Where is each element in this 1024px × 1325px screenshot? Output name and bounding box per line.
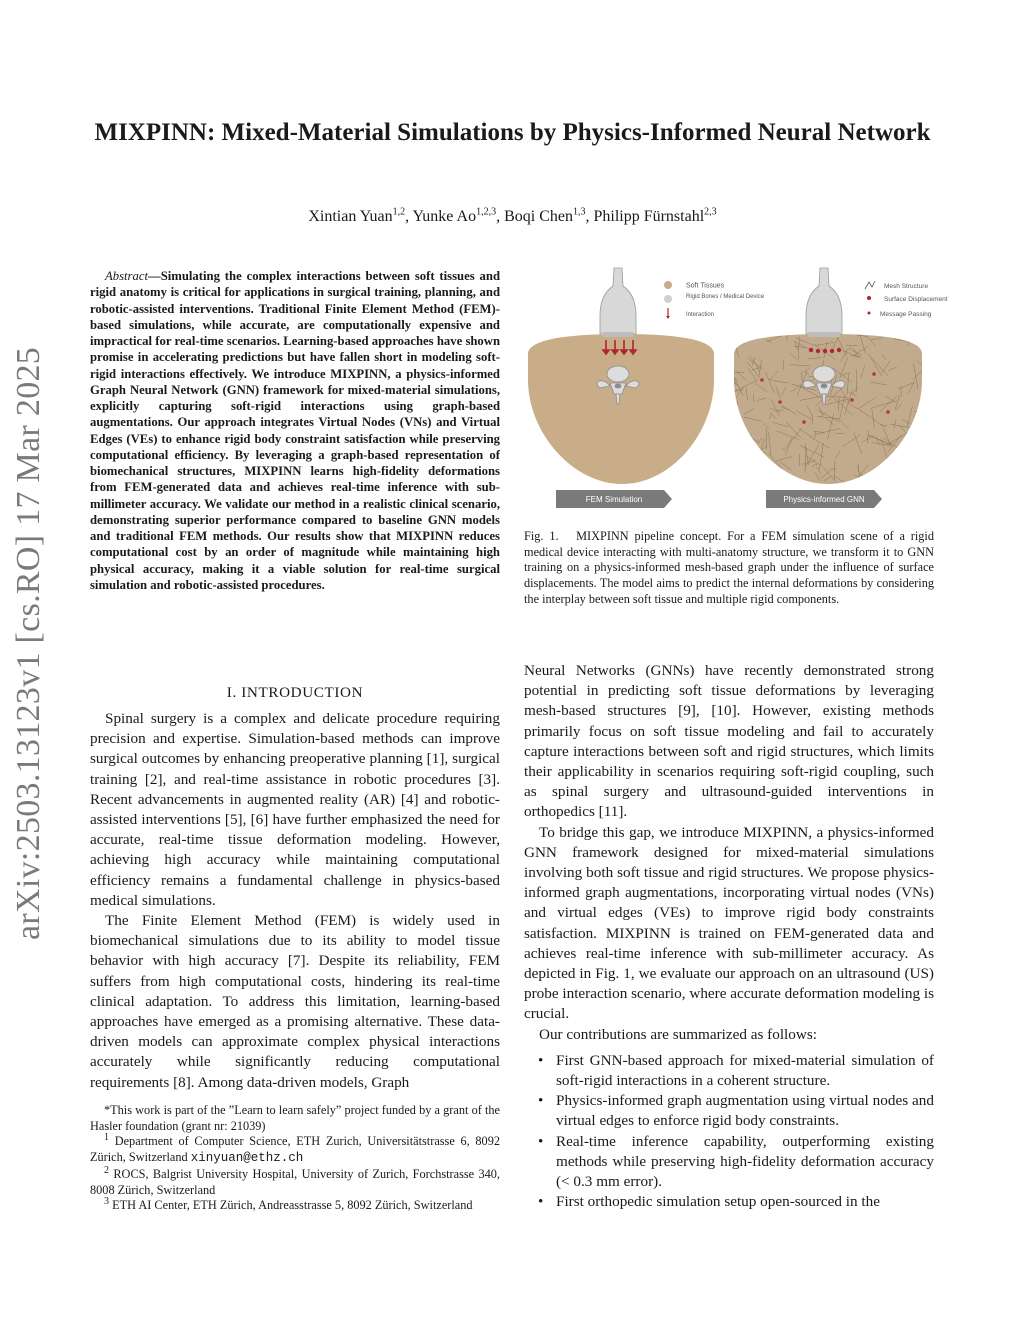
soft-tissue-fem xyxy=(528,334,714,484)
ultrasound-probe-left xyxy=(600,268,636,337)
mesh-edge xyxy=(756,482,766,486)
arxiv-identifier: arXiv:2503.13123v1 [cs.RO] 17 Mar 2025 xyxy=(10,346,47,940)
mesh-edge xyxy=(742,452,751,453)
paragraph: Spinal surgery is a complex and delicate procedure requiring precision and expertise. Simulation-based methods can improve surgical outcomes by enhancing preoperative planning [1], surgical training [2], and real-time assistance in robotic procedures [3]. Recent advancements in augmented reality (AR) [4] and robotic-assisted interventions [5], [6] have further emphasized the need for accurate, real-time tissue deformation modeling. However, achieving high accuracy while maintaining computational efficiency remains a fundamental challenge in physics-based medical simulations. xyxy=(90,710,500,909)
mesh-edge xyxy=(728,407,734,409)
banner-physics-informed-gnn xyxy=(766,490,882,508)
mesh-edge xyxy=(789,484,795,485)
caption-text: MIXPINN pipeline concept. For a FEM simulation scene of a rigid medical device interacting with multi-anatomy structure, we transform it to GNN training on a physics-informed mesh-based graph under the influence of surface displacements. The model aims to predict the internal deformations by considering the interplay between soft tissue and multiple rigid components. xyxy=(524,529,934,606)
abstract: Abstract—Simulating the complex interactions between soft tissues and rigid anatomy is critical for applications in surgical training, planning, and robotic-assisted interventions. Traditional Finite Element Method (FEM)-based simulations, while accurate, are computationally expensive and impractical for real-time scenarios. Learning-based approaches have shown promise in accelerating predictions but have fallen short in modeling soft-rigid interactions effectively. We introduce MIXPINN, a physics-informed Graph Neural Network (GNN) framework for mixed-material simulations, explicitly capturing soft-rigid interactions using graph-based augmentations. Our approach integrates Virtual Nodes (VNs) and Virtual Edges (VEs) to enhance rigid body constraint satisfaction while preserving computational efficiency. By leveraging a graph-based representation of biomechanical structures, MIXPINN learns high-fidelity deformations from FEM-generated data and achieves real-time inference with sub-millimeter accuracy. We validate our method in a realistic clinical scenario, demonstrating superior performance compared to baseline GNN models and traditional FEM methods. Our results show that MIXPINN reduces computational cost by an order of magnitude while maintaining high physical accuracy, making it a viable solution for real-time surgical simulation and robotic-assisted procedures. xyxy=(90,269,500,592)
paragraph: The Finite Element Method (FEM) is widely used in biomechanical simulations due to its ability to model tissue behavior with high accuracy [7]. Despite its reliability, FEM suffers from high computational costs, hindering its real-time clinical adaptation. To address this limitation, learning-based approaches have emerged as a promising alternative. These data-driven models can approximate complex physical interactions accurately while significantly reducing computational requirements [8]. Among data-driven models, Graph xyxy=(90,912,500,1091)
mesh-edge xyxy=(904,454,919,461)
caption-label: Fig. 1. xyxy=(524,529,559,543)
list-item: • First GNN-based approach for mixed-material simulation of soft-rigid interactions in a coherent structure. xyxy=(556,1051,934,1091)
paragraph: To bridge this gap, we introduce MIXPINN, a physics-informed GNN framework designed for mixed-material simulations involving both soft tissue and rigid structures. We propose physics-informed graph augmentations, incorporating virtual nodes (VNs) and virtual edges (VEs) to improve rigid body constraints satisfaction. MIXPINN is trained on FEM-generated data and achieves real-time inference with sub-millimeter accuracy. As depicted in Fig. 1, we evaluate our approach on an ultrasound (US) probe interaction scenario, where accurate deformation modeling is crucial. xyxy=(524,823,934,1023)
mesh-edge xyxy=(916,449,926,454)
mesh-edge xyxy=(917,340,921,347)
legend-rigid-bones: Rigid Bones / Medical Device xyxy=(686,294,765,300)
paper-title: MIXPINN: Mixed-Material Simulations by Physics-Informed Neural Network xyxy=(94,119,931,146)
mesh-edge xyxy=(916,468,917,478)
legend-soft-tissues: Soft Tissues xyxy=(686,282,725,290)
ultrasound-probe-right xyxy=(806,268,842,337)
mesh-edge xyxy=(768,467,779,469)
label-physics-informed-gnn: Physics-informed GNN xyxy=(783,495,865,504)
mesh-edge xyxy=(727,473,735,481)
mesh-edge xyxy=(914,411,928,414)
funding-footnote: *This work is part of the ”Learn to learn safely” project funded by a grant of the Hasler foundation (grant nr: 21039) xyxy=(90,1103,500,1133)
soft-tissue-gnn xyxy=(734,334,922,484)
legend-message-passing: Message Passing xyxy=(880,311,932,318)
introduction-body xyxy=(90,709,500,1093)
mesh-edge xyxy=(776,478,785,482)
mesh-edge xyxy=(784,478,798,479)
mesh-edge xyxy=(735,401,738,421)
author-email[interactable]: xinyuan@ethz.ch xyxy=(190,1151,304,1166)
banner-fem-simulation xyxy=(556,490,672,508)
paragraph: Neural Networks (GNNs) have recently demonstrated strong potential in predicting soft tissue deformations by leveraging mesh-based structures [9], [10]. However, existing methods primarily focus on soft tissue modeling and fail to accurately capture interactions between soft and rigid structures, which limits their applicability in scenarios requiring soft-rigid coupling, such as spinal surgery and ultrasound-guided interventions in orthopedics [11]. xyxy=(524,662,934,821)
figure-1 xyxy=(522,262,948,514)
mesh-edge xyxy=(881,476,901,494)
mesh-edge xyxy=(759,311,760,336)
abstract-text: Simulating the complex interactions between soft tissues and rigid anatomy is critical for applications in surgical training, planning, and robotic-assisted interventions. Traditional Finite Element Method (FEM)-based simulations, while accurate, are computationally expensive and impractical for real-time scenarios. Learning-based approaches have shown promise in accelerating predictions but have fallen short in modeling soft-rigid interactions effectively. We introduce MIXPINN, a physics-informed Graph Neural Network (GNN) framework for mixed-material simulations, explicitly capturing soft-rigid interactions using graph-based augmentations. Our approach integrates Virtual Nodes (VNs) and Virtual Edges (VEs) to enhance rigid body constraint satisfaction while preserving computational efficiency. By leveraging a graph-based representation of biomechanical structures, MIXPINN learns high-fidelity deformations from FEM-generated data and achieves real-time inference with sub-millimeter accuracy. We validate our method in a realistic clinical scenario, demonstrating superior performance compared to baseline GNN models and traditional FEM methods. Our results show that MIXPINN reduces computational cost by an order of magnitude while maintaining high physical accuracy, making it a viable solution for real-time surgical simulation and robotic-assisted procedures. xyxy=(90,269,500,592)
affiliation-footnote: $^1$ Department of Computer Science, ETH Zurich, Universitätstrasse 6, 8092 Zürich, Switzerland xinyuan@ethz.ch xyxy=(90,1132,501,1166)
legend-mesh-structure: Mesh Structure xyxy=(884,283,929,290)
mesh-edge xyxy=(872,474,896,479)
author: Philipp Fürnstahl$^{2,3}$ xyxy=(593,206,717,225)
mesh-edge xyxy=(768,476,777,488)
mesh-edge xyxy=(855,475,872,486)
list-item: • Real-time inference capability, outperforming existing methods while preserving high-fidelity deformation accuracy (< 0.3 mm error). xyxy=(556,1132,934,1193)
mesh-edge xyxy=(765,311,780,334)
author: Boqi Chen$^{1,3}$, xyxy=(504,206,594,225)
legend-surface-displacement: Surface Displacement xyxy=(884,296,948,303)
legend-interaction: Interaction xyxy=(686,312,715,318)
mesh-edge xyxy=(913,447,924,454)
right-column-body xyxy=(524,661,934,1212)
mesh-edge xyxy=(917,482,918,489)
affiliation-footnote: $^3$ ETH AI Center, ETH Zürich, Andreasstrasse 5, 8092 Zürich, Switzerland xyxy=(104,1196,473,1213)
mesh-edge xyxy=(920,393,938,399)
figure-caption xyxy=(524,529,934,608)
footnotes xyxy=(90,1103,500,1214)
list-item: • First orthopedic simulation setup open-sourced in the xyxy=(556,1192,934,1212)
mesh-edge xyxy=(878,477,892,487)
author: Yunke Ao$^{1,2,3}$, xyxy=(412,206,505,225)
author: Xintian Yuan$^{1,2}$, xyxy=(308,206,413,225)
label-fem-simulation: FEM Simulation xyxy=(585,495,643,504)
paragraph: Our contributions are summarized as follows: xyxy=(539,1025,817,1043)
section-heading-introduction: I. INTRODUCTION xyxy=(226,684,364,701)
mesh-edge xyxy=(918,335,934,346)
author-list xyxy=(90,208,935,226)
abstract-label: Abstract xyxy=(105,269,148,283)
affiliation-footnote: $^2$ ROCS, Balgrist University Hospital, University of Zurich, Forchstrasse 340, 8008 Zürich, Switzerland xyxy=(90,1164,500,1197)
list-item: • Physics-informed graph augmentation using virtual nodes and virtual edges to enforce rigid body constraints. xyxy=(556,1091,934,1131)
mesh-edge xyxy=(890,471,891,482)
contributions-list xyxy=(524,1051,934,1213)
mesh-edge xyxy=(749,466,756,470)
